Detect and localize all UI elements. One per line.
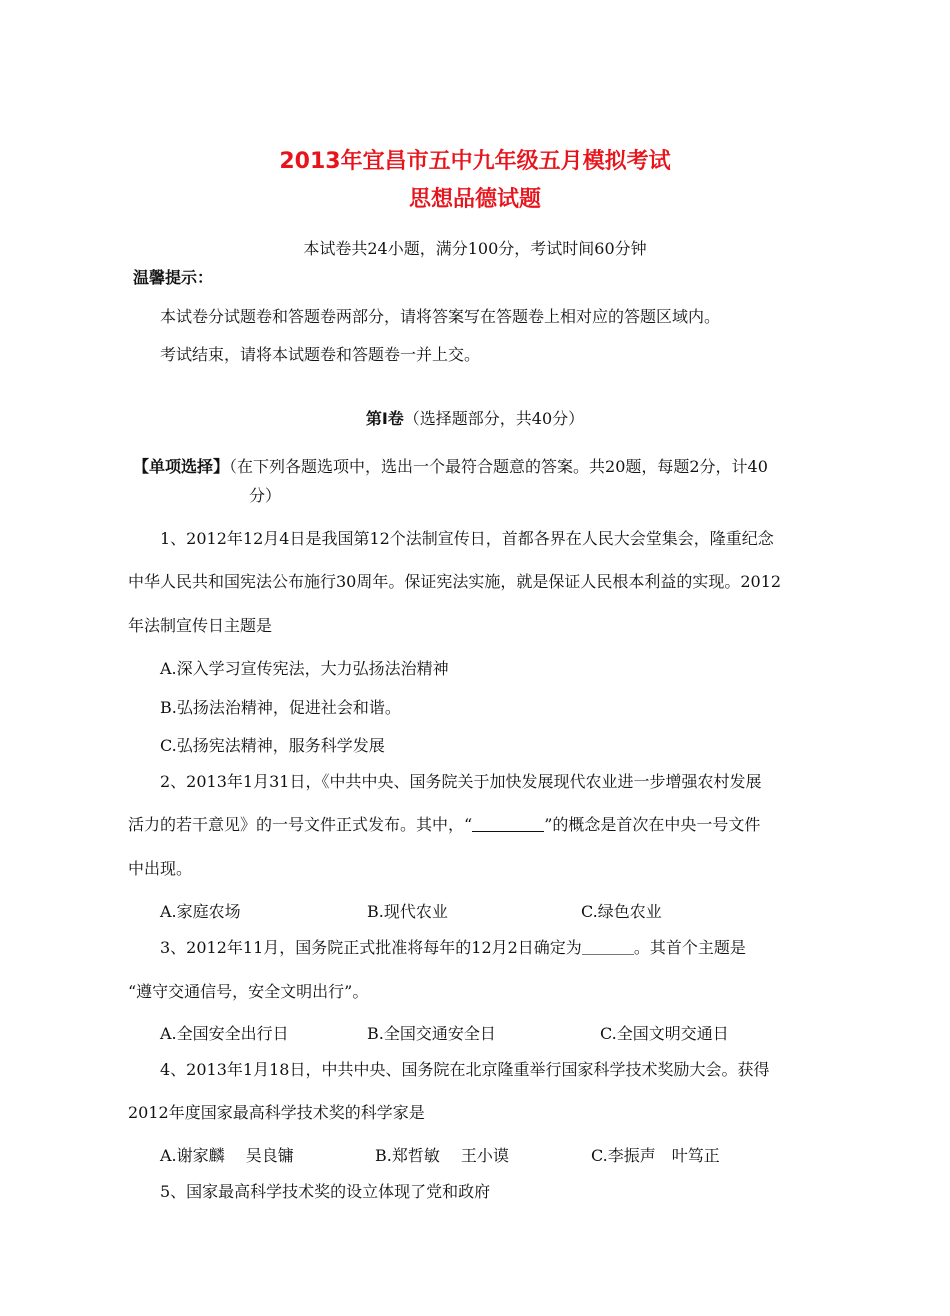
q4-option-a: A.谢家麟 吴良镛 bbox=[160, 1146, 294, 1165]
instructions-line-1 bbox=[133, 456, 768, 478]
tips-heading: 温馨提示： bbox=[133, 268, 214, 287]
instructions-text: （在下列各题选项中，选出一个最符合题意的答案。共20题，每题2分，计40 bbox=[229, 457, 768, 476]
section-title-rest: （选择题部分，共40分） bbox=[403, 409, 585, 428]
q3-option-b: B.全国交通安全日 bbox=[367, 1024, 496, 1043]
title-line-2: 思想品德试题 bbox=[408, 187, 541, 212]
q3-option-a: A.全国安全出行日 bbox=[160, 1024, 289, 1043]
section-title-bold: 第Ⅰ卷 bbox=[365, 409, 404, 428]
tips-line-1: 本试卷分试题卷和答题卷两部分，请将答案写在答题卷上相对应的答题区域内。 bbox=[160, 307, 721, 326]
q2-line-2 bbox=[128, 814, 760, 836]
q4-option-c: C.李振声 叶笃正 bbox=[591, 1146, 720, 1165]
q1-option-b: B.弘扬法治精神，促进社会和谐。 bbox=[160, 698, 401, 717]
q3-line-2: “遵守交通信号，安全文明出行”。 bbox=[128, 982, 369, 1001]
q2-line-2-pre: 活力的若干意见》的一号文件正式发布。其中，“ bbox=[128, 815, 473, 834]
q1-line-3: 年法制宣传日主题是 bbox=[128, 616, 273, 635]
q1-line-1: 1、2012年12月4日是我国第12个法制宣传日，首都各界在人民大会堂集会，隆重纪念 bbox=[160, 529, 774, 548]
q3-line-1-post: 。其首个主题是 bbox=[633, 938, 746, 957]
q2-answer-blank bbox=[472, 815, 544, 832]
q5-line-1: 5、国家最高科学技术奖的设立体现了党和政府 bbox=[160, 1182, 491, 1201]
q2-option-a: A.家庭农场 bbox=[160, 902, 241, 921]
q1-option-a: A.深入学习宣传宪法，大力弘扬法治精神 bbox=[160, 659, 449, 678]
q2-line-3: 中出现。 bbox=[128, 859, 193, 878]
q4-line-2: 2012年度国家最高科学技术奖的科学家是 bbox=[128, 1103, 425, 1122]
q4-line-1: 4、2013年1月18日，中共中央、国务院在北京隆重举行国家科学技术奖励大会。获得 bbox=[160, 1060, 770, 1079]
tips-line-2: 考试结束，请将本试题卷和答题卷一并上交。 bbox=[160, 345, 481, 364]
exam-info: 本试卷共24小题，满分100分，考试时间60分钟 bbox=[303, 239, 647, 258]
q3-line-1-pre: 3、2012年11月，国务院正式批准将每年的12月2日确定为 bbox=[160, 938, 582, 957]
q2-option-b: B.现代农业 bbox=[367, 902, 448, 921]
q3-option-c: C.全国文明交通日 bbox=[600, 1024, 729, 1043]
q4-option-b: B.郑哲敏 王小谟 bbox=[375, 1146, 509, 1165]
q3-line-1 bbox=[160, 937, 746, 959]
q1-line-2: 中华人民共和国宪法公布施行30周年。保证宪法实施，就是保证人民根本利益的实现。2012 bbox=[128, 572, 782, 591]
title-line-1: 2013年宜昌市五中九年级五月模拟考试 bbox=[279, 149, 671, 174]
section-title bbox=[0, 408, 950, 430]
q2-option-c: C.绿色农业 bbox=[581, 902, 662, 921]
q2-line-2-post: ”的概念是首次在中央一号文件 bbox=[544, 815, 761, 834]
q1-option-c: C.弘扬宪法精神，服务科学发展 bbox=[160, 736, 385, 755]
instructions-line-2: 分） bbox=[249, 486, 282, 505]
instructions-label: 【单项选择】 bbox=[133, 457, 230, 476]
q3-answer-blank bbox=[582, 938, 634, 955]
q2-line-1: 2、2013年1月31日，《中共中央、国务院关于加快发展现代农业进一步增强农村发展 bbox=[160, 772, 762, 791]
